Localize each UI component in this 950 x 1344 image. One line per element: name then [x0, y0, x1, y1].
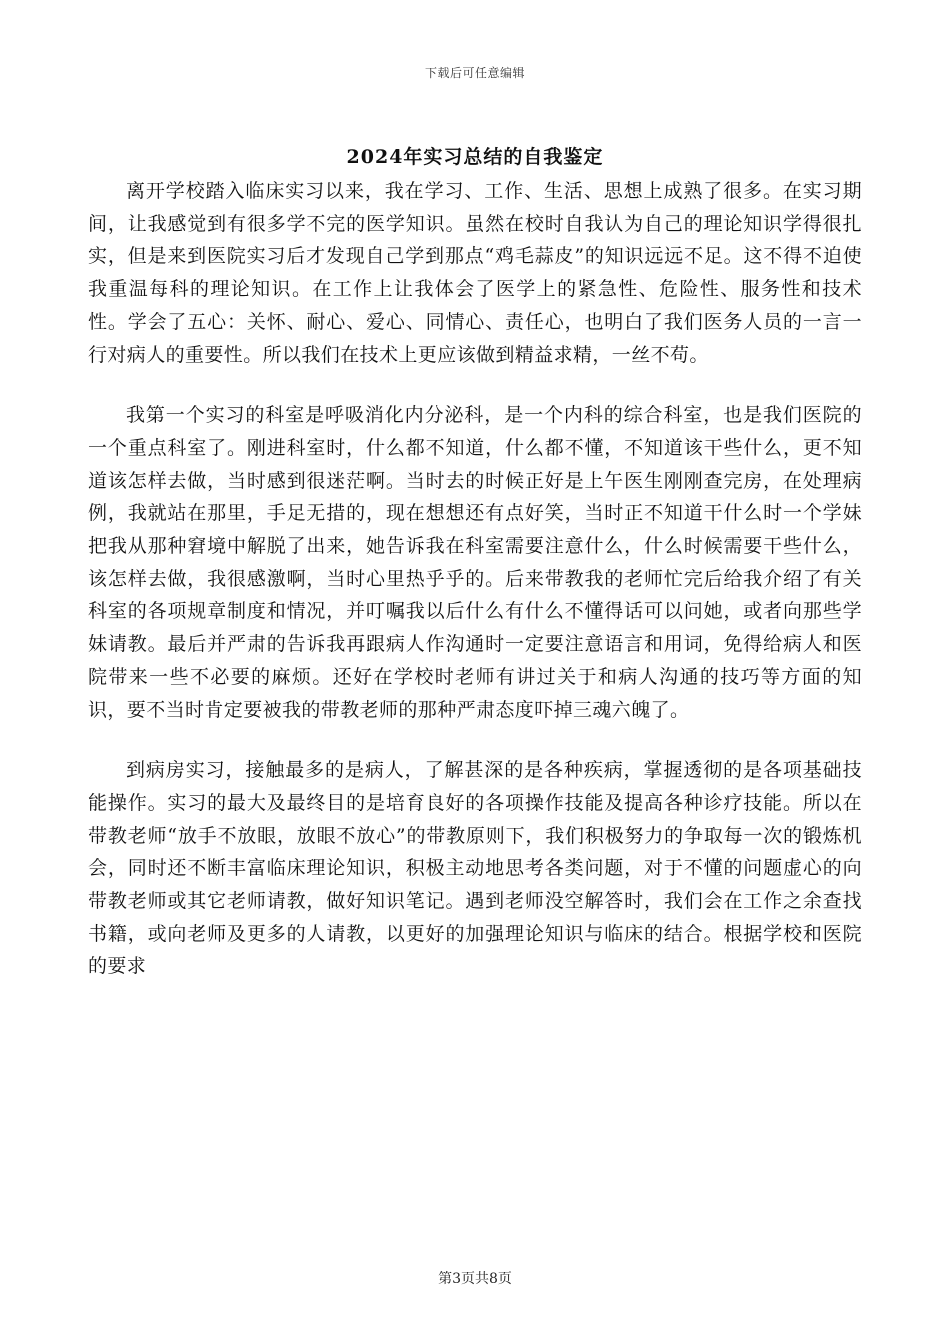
- paragraph-2: 我第一个实习的科室是呼吸消化内分泌科，是一个内科的综合科室，也是我们医院的一个重点科室了。刚进科室时，什么都不知道，什么都不懂，不知道该干些什么，更不知道该怎样去做，当时感到很迷茫啊。当时去的时候正好是上午医生刚刚查完房，在处理病例，我就站在那里，手足无措的，现在想想还有点好笑，当时正不知道干什么时一个学妹把我从那种窘境中解脱了出来，她告诉我在科室需要注意什么，什么时候需要干些什么，该怎样去做，我很感激啊，当时心里热乎乎的。后来带教我的老师忙完后给我介绍了有关科室的各项规章制度和情况，并叮嘱我以后什么有什么不懂得话可以问她，或者向那些学妹请教。最后并严肃的告诉我再跟病人作沟通时一定要注意语言和用词，免得给病人和医院带来一些不必要的麻烦。还好在学校时老师有讲过关于和病人沟通的技巧等方面的知识，要不当时肯定要被我的带教老师的那种严肃态度吓掉三魂六魄了。: [88, 404, 862, 721]
- page-header-note: 下载后可任意编辑: [424, 66, 525, 80]
- document-body: [88, 175, 862, 1011]
- paragraph-3: 到病房实习，接触最多的是病人，了解甚深的是各种疾病，掌握透彻的是各项基础技能操作。实习的最大及最终目的是培育良好的各项操作技能及提高各种诊疗技能。所以在带教老师“放手不放眼，放眼不放心”的带教原则下，我们积极努力的争取每一次的锻炼机会，同时还不断丰富临床理论知识，积极主动地思考各类问题，对于不懂的问题虚心的向带教老师或其它老师请教，做好知识笔记。遇到老师没空解答时，我们会在工作之余查找书籍，或向老师及更多的人请教，以更好的加强理论知识与临床的结合。根据学校和医院的要求: [88, 759, 862, 978]
- document-title: 2024年实习总结的自我鉴定: [346, 146, 604, 168]
- paragraph-1: 离开学校踏入临床实习以来，我在学习、工作、生活、思想上成熟了很多。在实习期间，让我感觉到有很多学不完的医学知识。虽然在校时自我认为自己的理论知识学得很扎实，但是来到医院实习后才发现自己学到那点“鸡毛蒜皮”的知识远远不足。这不得不迫使我重温每科的理论知识。在工作上让我体会了医学上的紧急性、危险性、服务性和技术性。学会了五心：关怀、耐心、爱心、同情心、责任心，也明白了我们医务人员的一言一行对病人的重要性。所以我们在技术上更应该做到精益求精，一丝不苟。: [88, 180, 862, 366]
- page-number: 第3页共8页: [438, 1271, 512, 1287]
